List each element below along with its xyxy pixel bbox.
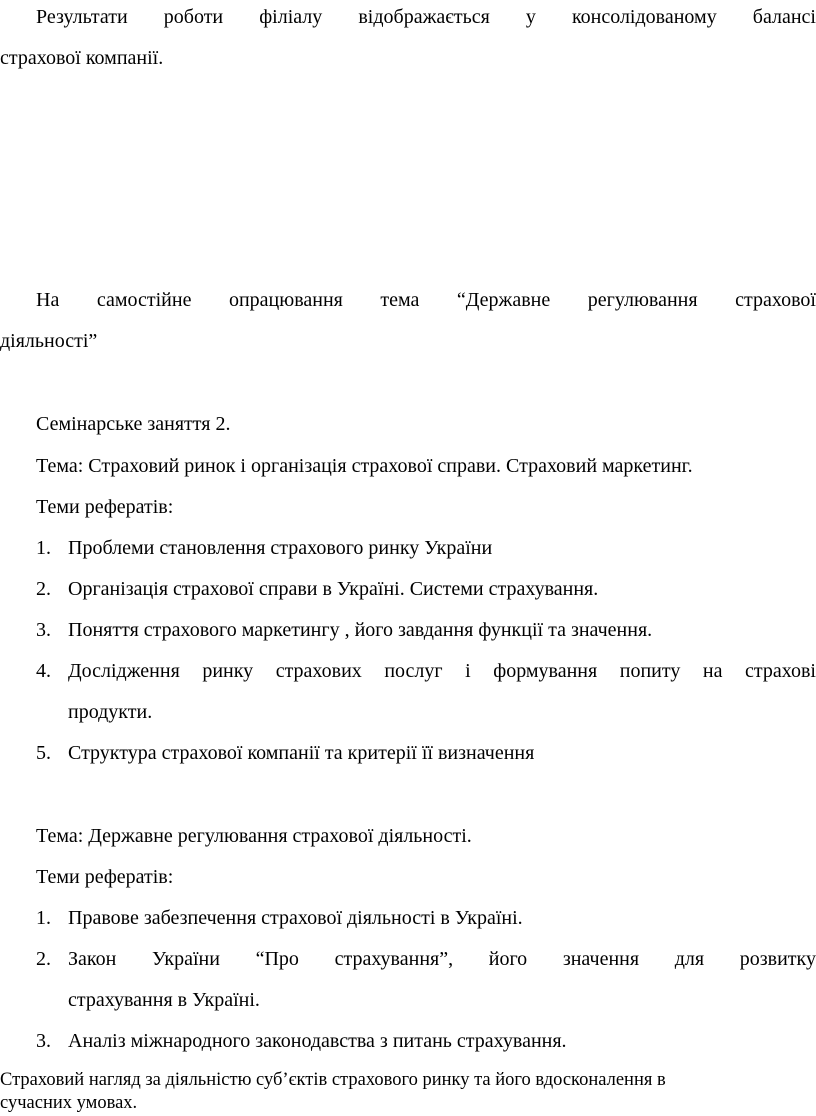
word: послуг — [384, 660, 443, 682]
word: опрацювання — [228, 289, 343, 311]
word: регулювання — [587, 289, 698, 311]
list-item-number: 2. — [36, 578, 51, 600]
word: Закон — [68, 948, 117, 970]
word: На — [36, 289, 60, 311]
list-item-text: Структура страхової компанії та критерії її визначення — [68, 742, 535, 764]
list-item-continuation: продукти. — [68, 701, 153, 723]
word: у — [525, 6, 536, 28]
regulation-topic: Тема: Державне регулювання страхової діяльності. — [36, 825, 472, 847]
word: Результати — [36, 6, 128, 28]
word: страхових — [275, 660, 362, 682]
self-study-line-2: діяльності” — [0, 330, 98, 352]
list-item-text — [68, 947, 816, 971]
list-item-number: 4. — [36, 660, 51, 682]
regulation-essays-label: Теми рефератів: — [36, 866, 174, 888]
word: “Державне — [456, 289, 551, 311]
list-item-number: 3. — [36, 1030, 51, 1052]
list-item-text: Проблеми становлення страхового ринку України — [68, 537, 493, 559]
word: страхування”, — [334, 948, 454, 970]
intro-line-1 — [36, 5, 816, 29]
intro-line-2: страхової компанії. — [0, 47, 164, 69]
word: самостійне — [96, 289, 192, 311]
word: його — [488, 948, 528, 970]
word: попиту — [619, 660, 681, 682]
word: ринку — [202, 660, 254, 682]
word: роботи — [163, 6, 224, 28]
footer-line-2: сучасних умовах. — [0, 1093, 138, 1113]
seminar-topic: Тема: Страховий ринок і організація страхової справи. Страховий маркетинг. — [36, 455, 693, 477]
word: для — [674, 948, 705, 970]
word: України — [151, 948, 220, 970]
list-item-text: Організація страхової справи в Україні. Системи страхування. — [68, 578, 599, 600]
word: відображається — [358, 6, 490, 28]
list-item-text: Поняття страхового маркетингу , його завдання функції та значення. — [68, 619, 653, 641]
footer-line-1: Страховий нагляд за діяльністю суб’єктів страхового ринку та його вдосконалення в — [0, 1070, 666, 1090]
list-item-number: 2. — [36, 948, 51, 970]
seminar-essays-label: Теми рефератів: — [36, 496, 174, 518]
word: на — [702, 660, 723, 682]
word: значення — [562, 948, 640, 970]
word: страхової — [735, 289, 816, 311]
word: формування — [493, 660, 598, 682]
word: балансі — [752, 6, 816, 28]
list-item-number: 5. — [36, 742, 51, 764]
list-item-number: 1. — [36, 907, 51, 929]
word: тема — [380, 289, 420, 311]
list-item-text — [68, 659, 816, 683]
seminar-title: Семінарське заняття 2. — [36, 413, 231, 435]
list-item-text: Правове забезпечення страхової діяльності в Україні. — [68, 907, 523, 929]
list-item-number: 3. — [36, 619, 51, 641]
list-item-continuation: страхування в Україні. — [68, 989, 260, 1011]
word: страхові — [745, 660, 816, 682]
word: консолідованому — [571, 6, 717, 28]
list-item-number: 1. — [36, 537, 51, 559]
word: філіалу — [259, 6, 323, 28]
word: Дослідження — [68, 660, 180, 682]
self-study-line-1 — [36, 288, 816, 312]
list-item-text: Аналіз міжнародного законодавства з питань страхування. — [68, 1030, 567, 1052]
word: і — [465, 660, 471, 682]
word: “Про — [255, 948, 299, 970]
word: розвитку — [739, 948, 816, 970]
